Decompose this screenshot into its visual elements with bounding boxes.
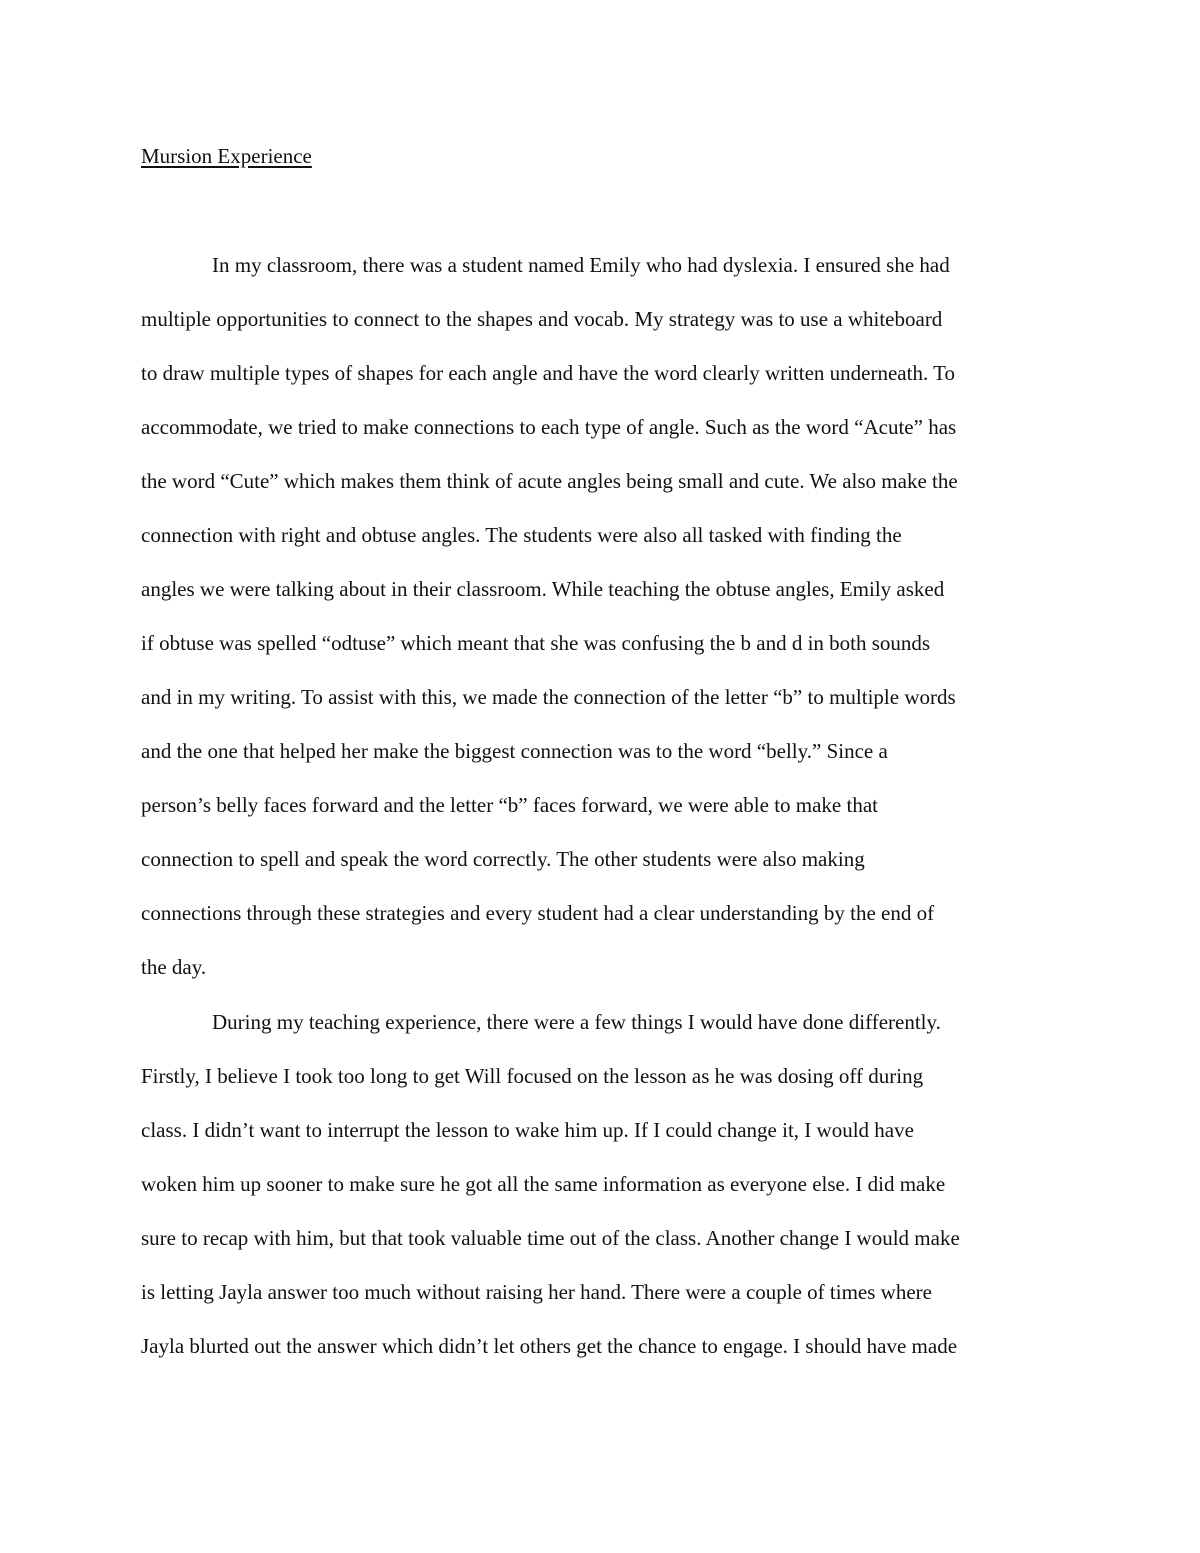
paragraph-1-line-9: and in my writing. To assist with this, we made the connection of the letter “b” to multiple words bbox=[141, 685, 956, 709]
document-title: Mursion Experience bbox=[141, 144, 312, 168]
paragraph-1-line-5: the word “Cute” which makes them think of acute angles being small and cute. We also make the bbox=[141, 469, 958, 493]
paragraph-2-line-1: During my teaching experience, there were a few things I would have done differently. bbox=[212, 1010, 941, 1034]
paragraph-2-line-5: sure to recap with him, but that took valuable time out of the class. Another change I would make bbox=[141, 1226, 960, 1250]
paragraph-2-line-4: woken him up sooner to make sure he got all the same information as everyone else. I did make bbox=[141, 1172, 946, 1196]
paragraph-1-line-14: the day. bbox=[141, 955, 207, 979]
paragraph-1-line-13: connections through these strategies and every student had a clear understanding by the end of bbox=[141, 901, 935, 925]
paragraph-1-line-6: connection with right and obtuse angles. The students were also all tasked with finding the bbox=[141, 523, 902, 547]
paragraph-1-line-12: connection to spell and speak the word correctly. The other students were also making bbox=[141, 847, 865, 871]
paragraph-2-line-3: class. I didn’t want to interrupt the lesson to wake him up. If I could change it, I would have bbox=[141, 1118, 914, 1142]
paragraph-2-line-2: Firstly, I believe I took too long to get Will focused on the lesson as he was dosing off during bbox=[141, 1064, 924, 1088]
paragraph-1-line-11: person’s belly faces forward and the letter “b” faces forward, we were able to make that bbox=[141, 793, 878, 817]
paragraph-1-line-10: and the one that helped her make the biggest connection was to the word “belly.” Since a bbox=[141, 739, 888, 763]
paragraph-1-line-1: In my classroom, there was a student named Emily who had dyslexia. I ensured she had bbox=[212, 253, 950, 277]
paragraph-1-line-2: multiple opportunities to connect to the shapes and vocab. My strategy was to use a whiteboard bbox=[141, 307, 943, 331]
paragraph-1-line-3: to draw multiple types of shapes for each angle and have the word clearly written underneath. To bbox=[141, 361, 955, 385]
paragraph-1-line-4: accommodate, we tried to make connections to each type of angle. Such as the word “Acute” has bbox=[141, 415, 957, 439]
paragraph-2-line-6: is letting Jayla answer too much without raising her hand. There were a couple of times where bbox=[141, 1280, 932, 1304]
paragraph-2-line-7: Jayla blurted out the answer which didn’t let others get the chance to engage. I should have made bbox=[141, 1334, 958, 1358]
paragraph-1-line-7: angles we were talking about in their classroom. While teaching the obtuse angles, Emily asked bbox=[141, 577, 945, 601]
paragraph-1-line-8: if obtuse was spelled “odtuse” which meant that she was confusing the b and d in both sounds bbox=[141, 631, 931, 655]
